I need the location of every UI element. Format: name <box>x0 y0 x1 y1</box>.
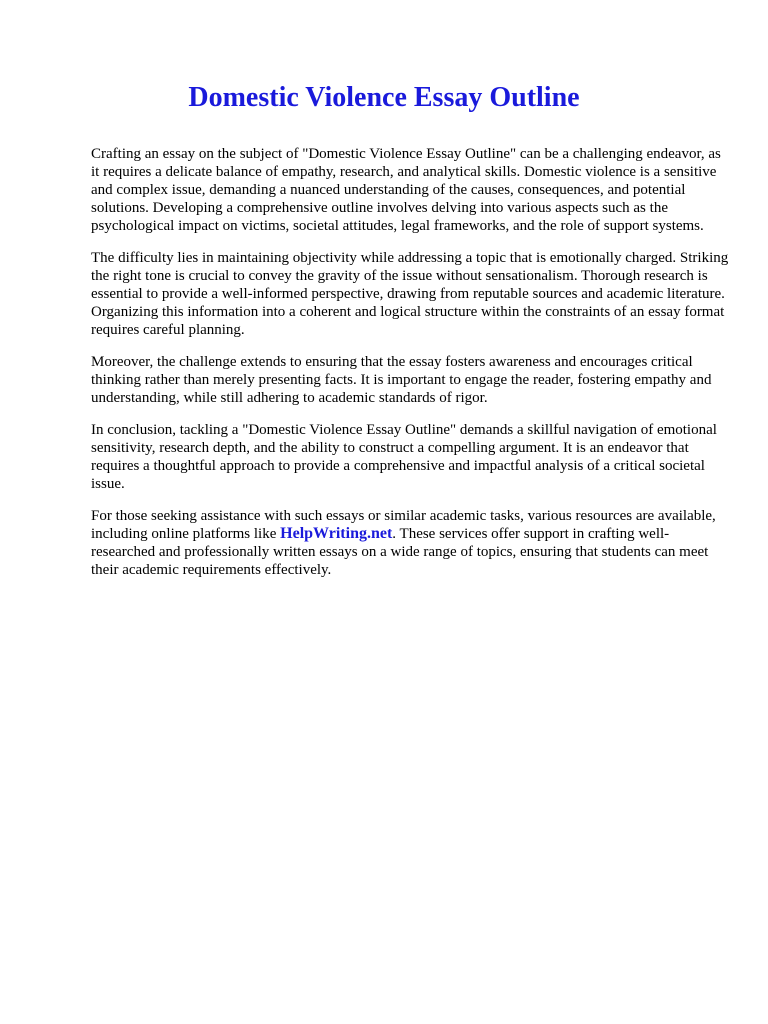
document-body <box>91 145 731 593</box>
helpwriting-link[interactable]: HelpWriting.net <box>280 525 393 542</box>
paragraph-4: In conclusion, tackling a "Domestic Violence Essay Outline" demands a skillful navigation of emotional sensitivity, research depth, and the ability to construct a compelling argument. It is an endeavor that requires a thoughtful approach to provide a comprehensive and impactful analysis of a critical societal issue. <box>91 422 717 492</box>
paragraph-3: Moreover, the challenge extends to ensuring that the essay fosters awareness and encourages critical thinking rather than merely presenting facts. It is important to engage the reader, fostering empathy and understanding, while still adhering to academic standards of rigor. <box>91 354 712 406</box>
paragraph-2: The difficulty lies in maintaining objectivity while addressing a topic that is emotionally charged. Striking the right tone is crucial to convey the gravity of the issue without sensationalism. Thorough research is essential to provide a well-informed perspective, drawing from reputable sources and academic literature. Organizing this information into a coherent and logical structure within the constraints of an essay format requires careful planning. <box>91 250 729 338</box>
paragraph-5-lead-text: For those seeking assistance with such essays or similar academic tasks, various resources are available, including online platforms like <box>91 508 716 542</box>
paragraph-1: Crafting an essay on the subject of "Domestic Violence Essay Outline" can be a challenging endeavor, as it requires a delicate balance of empathy, research, and analytical skills. Domestic violence is a sensitive and complex issue, demanding a nuanced understanding of the causes, consequences, and potential solutions. Developing a comprehensive outline involves delving into various aspects such as the psychological impact on victims, societal attitudes, legal frameworks, and the role of support systems. <box>91 146 721 234</box>
paragraph-5-trailing-text: . These services offer support in crafting well-researched and professionally written essays on a wide range of topics, ensuring that students can meet their academic requirements effectively. <box>91 526 709 578</box>
paragraph-5 <box>91 507 731 579</box>
page-title: Domestic Violence Essay Outline <box>188 82 580 113</box>
